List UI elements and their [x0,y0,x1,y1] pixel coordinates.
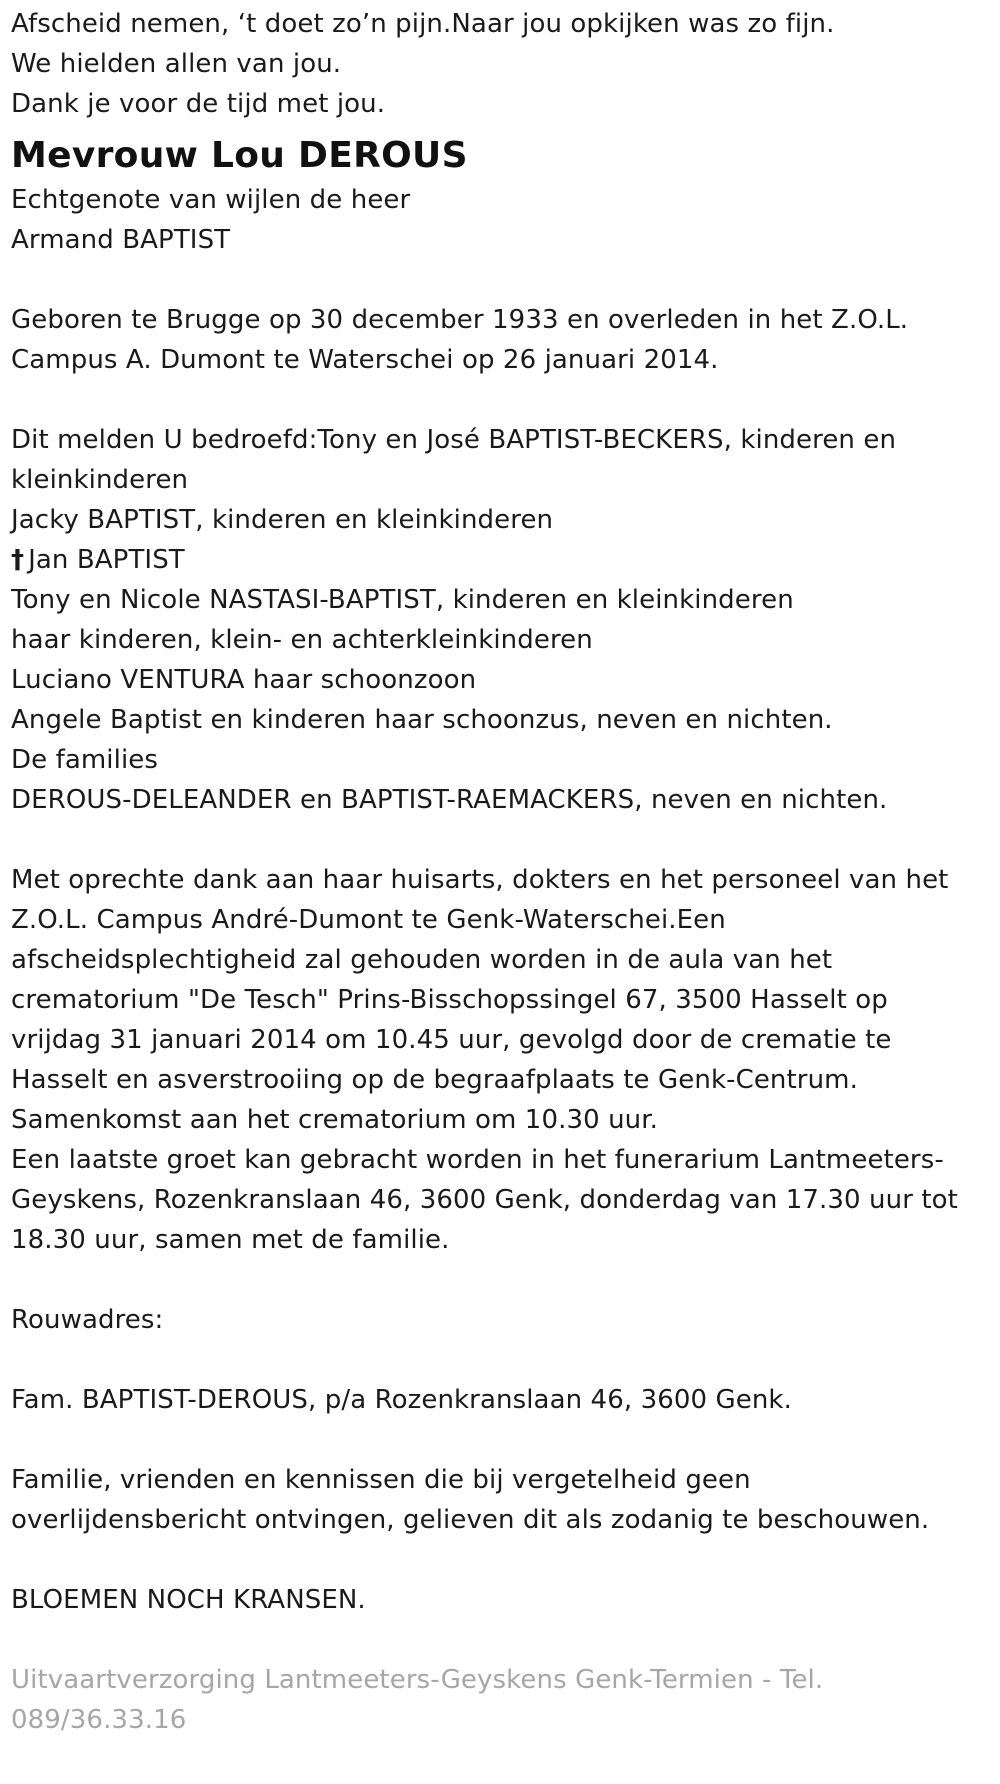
ceremony-info [11,860,991,1260]
funeral-home-footer [11,1660,991,1740]
paragraph-gap [11,1340,991,1380]
birth-death-line: Campus A. Dumont te Waterschei op 26 januari 2014. [11,345,719,375]
ceremony-line: Samenkomst aan het crematorium om 10.30 uur. [11,1105,659,1135]
disclaimer-line: overlijdensbericht ontvingen, gelieven dit als zodanig te beschouwen. [11,1505,930,1535]
paragraph-gap [11,380,991,420]
disclaimer-line: Familie, vrienden en kennissen die bij vergetelheid geen [11,1465,751,1495]
paragraph-gap [11,1540,991,1580]
mourner-line: Jacky BAPTIST, kinderen en kleinkinderen [11,505,554,535]
mourner-line: De families [11,745,159,775]
mourner-name: Jan BAPTIST [28,545,185,575]
death-notice [11,4,991,1740]
ceremony-line: Hasselt en asverstrooiing op de begraafplaats te Genk-Centrum. [11,1065,858,1095]
poem [11,4,991,124]
paragraph-gap [11,260,991,300]
mourner-line: Angele Baptist en kinderen haar schoonzus, neven en nichten. [11,705,833,735]
mourner-line: Dit melden U bedroefd:Tony en José BAPTIST-BECKERS, kinderen en [11,425,897,455]
mourner-line: Luciano VENTURA haar schoonzoon [11,665,477,695]
paragraph-gap [11,820,991,860]
address-label: Rouwadres: [11,1305,164,1335]
mourner-line: haar kinderen, klein- en achterkleinkinderen [11,625,593,655]
ceremony-line: Geyskens, Rozenkranslaan 46, 3600 Genk, donderdag van 17.30 uur tot [11,1185,958,1215]
spouse-name: Armand BAPTIST [11,225,231,255]
footer-line: Uitvaartverzorging Lantmeeters-Geyskens Genk-Termien - Tel. [11,1665,824,1695]
paragraph-gap [11,1420,991,1460]
ceremony-line: 18.30 uur, samen met de familie. [11,1225,450,1255]
mourner-line: kleinkinderen [11,465,189,495]
mourner-line: DEROUS-DELEANDER en BAPTIST-RAEMACKERS, neven en nichten. [11,785,888,815]
poem-line: We hielden allen van jou. [11,49,342,79]
ceremony-line: vrijdag 31 januari 2014 om 10.45 uur, gevolgd door de crematie te [11,1025,892,1055]
footer-phone: 089/36.33.16 [11,1705,187,1735]
paragraph-gap [11,1620,991,1660]
birth-death-info [11,300,991,380]
deceased-name: Mevrouw Lou DEROUS [11,135,468,176]
flowers-note: BLOEMEN NOCH KRANSEN. [11,1585,366,1615]
mourner-line: Tony en Nicole NASTASI-BAPTIST, kinderen en kleinkinderen [11,585,794,615]
mourners-list [11,420,991,820]
poem-line: Afscheid nemen, ‘t doet zo’n pijn.Naar jou opkijken was zo fijn. [11,9,835,39]
spouse-line: Echtgenote van wijlen de heer [11,185,411,215]
ceremony-line: Met oprechte dank aan haar huisarts, dokters en het personeel van het [11,865,949,895]
address-value: Fam. BAPTIST-DEROUS, p/a Rozenkranslaan 46, 3600 Genk. [11,1385,792,1415]
cross-icon: † [11,545,25,575]
ceremony-line: crematorium "De Tesch" Prins-Bisschopssingel 67, 3500 Hasselt op [11,985,888,1015]
ceremony-line: afscheidsplechtigheid zal gehouden worden in de aula van het [11,945,833,975]
ceremony-line: Een laatste groet kan gebracht worden in het funerarium Lantmeeters- [11,1145,944,1175]
birth-death-line: Geboren te Brugge op 30 december 1933 en overleden in het Z.O.L. [11,305,909,335]
disclaimer [11,1460,991,1540]
ceremony-line: Z.O.L. Campus André-Dumont te Genk-Waterschei.Een [11,905,726,935]
mourner-line-deceased [11,540,991,580]
poem-line: Dank je voor de tijd met jou. [11,89,386,119]
paragraph-gap [11,1260,991,1300]
spouse-info [11,180,991,260]
